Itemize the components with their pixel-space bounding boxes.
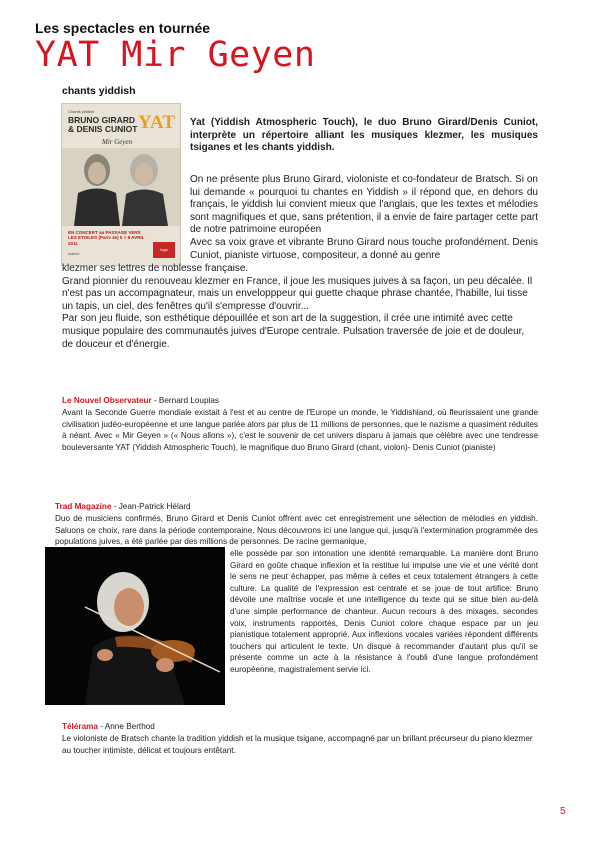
review-header [55, 501, 191, 513]
review-source: Trad Magazine [55, 502, 112, 511]
body-paragraph: Avec sa voix grave et vibrante Bruno Girard nous touche profondément. Denis Cuniot, pianiste virtuose, compositeur, a donné au genre [190, 236, 538, 261]
review-author: - Bernard Loupias [151, 396, 219, 405]
review-text: Avant la Seconde Guerre mondiale existait à l'est et au centre de l'Europe un monde, le Yiddishland, où fleurissaient une grande civilisation judéo-européenne et une langue parlée alors par plus de 11 millions de personnes, que le nazisme a quasiment réduites à néant. Avec « Mir Geyen » (« Nous allons »), c'est le souvenir de cet univers disparu à jamais que célèbre avec une tendresse bouleversante YAT (Yiddish Atmospheric Touch), le magnifique duo Bruno Girard (chant, violon)- Denis Cuniot (pianiste) [62, 408, 538, 452]
poster-footer: bratsch [68, 252, 80, 256]
review-header [62, 395, 219, 407]
body-column [190, 174, 538, 262]
section-kicker: Les spectacles en tournée [35, 20, 211, 36]
poster-logo: YAT [138, 112, 175, 133]
poster-small-text: Chants yiddish [68, 109, 95, 114]
page-number: 5 [560, 806, 566, 817]
review-source: Télérama [62, 722, 98, 731]
review-author: - Jean-Patrick Hélard [111, 502, 191, 511]
body-paragraph: Par son jeu fluide, son esthétique dépouillée et son art de la suggestion, il crée une intimité avec cette musique populaire des communautés juives d'Europe centrale. Pulsation traversée de joie et de douleur, de douceur et d'énergie. [62, 313, 525, 350]
body-paragraph: Grand pionnier du renouveau klezmer en France, il joue les musiques juives à sa façon, un peu décalée. Il n'est pas un accompagnateur, mais un envelopppeur qui guette chaque phrase chantée, l'habille, lui tisse un tapis, un ciel, des fenêtres qu'il s'empresse d'ouvrir... [62, 275, 533, 312]
poster-label-badge: logo [153, 242, 175, 258]
poster-duo-photo [62, 148, 180, 226]
poster-album-title: Mir Geyen [102, 138, 133, 146]
page-subtitle: chants yiddish [62, 85, 136, 97]
intro-paragraph: Yat (Yiddish Atmospheric Touch), le duo Bruno Girard/Denis Cuniot, interprète un répertoire alliant les musiques klezmer, les musiques tsiganes et les chants yiddish. [190, 117, 538, 154]
review-text: Le violoniste de Bratsch chante la tradition yiddish et la musique tsigane, accompagné par un brillant précurseur du piano klezmer au toucher intimiste, délicat et toujours entêtant. [62, 734, 533, 755]
poster-concert-text: EN CONCERT au PASSAGE VERS LES ETOILES (Paris 4e) 5 > 8 AVRIL 2011 [68, 230, 145, 246]
review-text: elle possède par son intonation une identité remarquable. La manière dont Bruno Girard en goûte chaque inflexion et la restitue lui impulse une vie et une vérité dont le sens ne peut échapper, pas même à celles et ceux totalement étrangers à cette culture. La qualité de l'expression est centrale et se joue de tout artifice: Bruno dévoile une maîtrise vocale et une intelligence du texte qui se situe bien au-delà d'une simple performance de chanteur. Aucun recours à des mixages, secondes voix, instruments rapportés, Denis Cuniot colore chaque espace par un jeu pianistique totalement approprié. Aux inflexions vocales variées répondent différents touchers qui articulent le texte. Un disque à recommander d'autant plus qu'il se présente comme un acte à la résistance à l'oubli d'une langue profondément européenne, magistralement servie ici. [230, 549, 538, 674]
page-title: YAT Mir Geyen [35, 35, 316, 75]
review-text: Duo de musiciens confirmés, Bruno Girard et Denis Cuniot offrent avec cet enregistrement une sélection de mélodies en yiddish. Saluons ce choix, rare dans la période contemporaine. Nous découvrons ici une langue qui, jusqu'à l'extermination programmée des populations juives, a été parlée par des millions de personnes. De racine germanique, [55, 514, 538, 547]
body-paragraph: On ne présente plus Bruno Girard, violoniste et co-fondateur de Bratsch. Si on lui demande « pourquoi tu chantes en Yiddish » il répond que, en dehors du français, le yiddish lui convient mieux que l'anglais, que les textes et mélodies sont magnifiques et que, sans prétention, il a envie de faire partager cette part de notre patrimoine européen [190, 174, 538, 236]
review-header [62, 721, 155, 733]
body-full-width [62, 263, 538, 351]
violinist-illustration [45, 547, 225, 705]
body-paragraph: klezmer ses lettres de noblesse française. [62, 263, 249, 274]
album-poster [62, 104, 180, 265]
review-author: - Anne Berthod [97, 722, 155, 731]
violinist-photo [45, 547, 225, 705]
review-source: Le Nouvel Observateur [62, 396, 152, 405]
poster-artist-names: BRUNO GIRARD & DENIS CUNIOT [68, 115, 138, 134]
